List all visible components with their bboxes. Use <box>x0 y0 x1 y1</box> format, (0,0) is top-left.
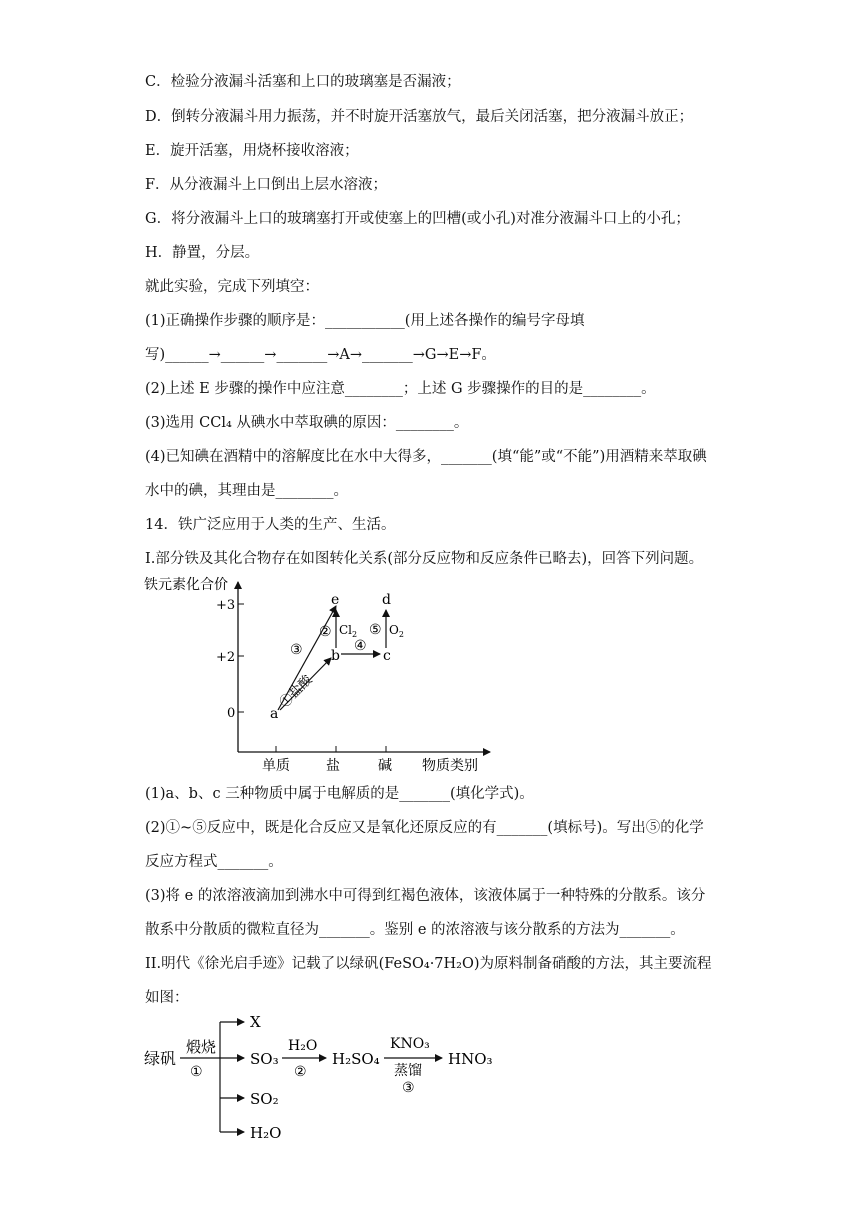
option-d: D．倒转分液漏斗用力振荡，并不时旋开活塞放气，最后关闭活塞，把分液漏斗放正； <box>145 109 694 125</box>
point-a: a <box>270 706 279 722</box>
point-b: b <box>331 648 340 664</box>
sub-question-3: (3)将 e 的浓溶液滴加到沸水中可得到红褐色液体，该液体属于一种特殊的分散系。该分 <box>145 888 706 904</box>
option-e: E．旋开活塞，用烧杯接收溶液； <box>145 143 359 159</box>
reaction-2-label: ② <box>319 624 332 640</box>
option-c: C．检验分液漏斗活塞和上口的玻璃塞是否漏液； <box>145 74 461 90</box>
question-4-cont: 水中的碘，其理由是________。 <box>145 483 348 499</box>
intermediate-h2so4: H₂SO₄ <box>332 1050 380 1068</box>
option-f: F．从分液漏斗上口倒出上层水溶液； <box>145 177 388 193</box>
point-e: e <box>331 592 340 608</box>
question-1: (1)正确操作步骤的顺序是：___________(用上述各操作的编号字母填 <box>145 313 585 329</box>
x-tick-element: 单质 <box>262 758 290 774</box>
reaction-5-reagent: $O_2$ <box>389 623 404 639</box>
y-axis-title: 铁元素化合价 <box>144 577 228 593</box>
nitric-acid-flow-diagram <box>140 1008 520 1158</box>
flow-end: HNO₃ <box>448 1050 493 1068</box>
step3-number: ③ <box>402 1080 415 1096</box>
x-tick-salt: 盐 <box>326 758 340 774</box>
part-1-intro: I.部分铁及其化合物存在如图转化关系(部分反应物和反应条件已略去)，回答下列问题。 <box>145 551 704 567</box>
instruction: 就此实验，完成下列填空： <box>145 279 319 295</box>
option-g: G．将分液漏斗上口的玻璃塞打开或使塞上的凹槽(或小孔)对准分液漏斗口上的小孔； <box>145 211 690 227</box>
step1-number: ① <box>190 1064 203 1080</box>
point-d: d <box>382 592 391 608</box>
product-x: X <box>250 1013 261 1031</box>
step2-number: ② <box>294 1064 307 1080</box>
flow-start: 绿矾 <box>144 1049 177 1068</box>
point-c: c <box>383 648 391 664</box>
y-tick-plus3: +3 <box>216 598 236 613</box>
sub-question-2: (2)①~⑤反应中，既是化合反应又是氧化还原反应的有_______(填标号)。写出⑤的化学 <box>145 820 704 836</box>
sub-question-3-cont: 散系中分散质的微粒直径为_______。鉴别 e 的浓溶液与该分散系的方法为_______。 <box>145 922 685 938</box>
iron-valence-diagram <box>140 572 500 782</box>
product-h2o: H₂O <box>250 1124 282 1142</box>
step2-reagent: H₂O <box>288 1038 318 1054</box>
y-tick-plus2: +2 <box>216 650 236 665</box>
step3-reagent: KNO₃ <box>390 1036 430 1052</box>
product-so3: SO₃ <box>250 1050 279 1068</box>
part-2-intro: II.明代《徐光启手迹》记载了以绿矾(FeSO₄·7H₂O)为原料制备硝酸的方法，其主要流程 <box>145 956 712 972</box>
question-4: (4)已知碘在酒精中的溶解度比在水中大得多，_______(填“能”或“不能”)用酒精来萃取碘 <box>145 449 707 465</box>
question-1-cont: 写)______→______→_______→A→_______→G→E→F。 <box>145 347 496 363</box>
reaction-5-label: ⑤ <box>369 622 382 638</box>
step1-condition: 煅烧 <box>186 1038 217 1056</box>
option-h: H．静置，分层。 <box>145 245 260 261</box>
reaction-2-reagent: $Cl_2$ <box>339 623 358 639</box>
sub-question-1: (1)a、b、c 三种物质中属于电解质的是_______(填化学式)。 <box>145 786 534 802</box>
reaction-4-label: ④ <box>354 638 367 654</box>
step3-condition: 蒸馏 <box>394 1063 422 1079</box>
problem-14-title: 14．铁广泛应用于人类的生产、生活。 <box>145 517 396 533</box>
y-tick-zero: 0 <box>227 706 236 721</box>
question-2: (2)上述 E 步骤的操作中应注意________；上述 G 步骤操作的目的是________。 <box>145 381 656 397</box>
part-2-intro-cont: 如图： <box>145 990 189 1006</box>
reaction-3-label: ③ <box>290 642 303 658</box>
reaction-1-label: ①盐酸 <box>277 672 316 711</box>
x-tick-base: 碱 <box>378 758 392 774</box>
question-3: (3)选用 CCl₄ 从碘水中萃取碘的原因：________。 <box>145 415 469 431</box>
x-axis-title: 物质类别 <box>422 758 478 774</box>
sub-question-2-cont: 反应方程式_______。 <box>145 854 283 870</box>
product-so2: SO₂ <box>250 1090 279 1108</box>
